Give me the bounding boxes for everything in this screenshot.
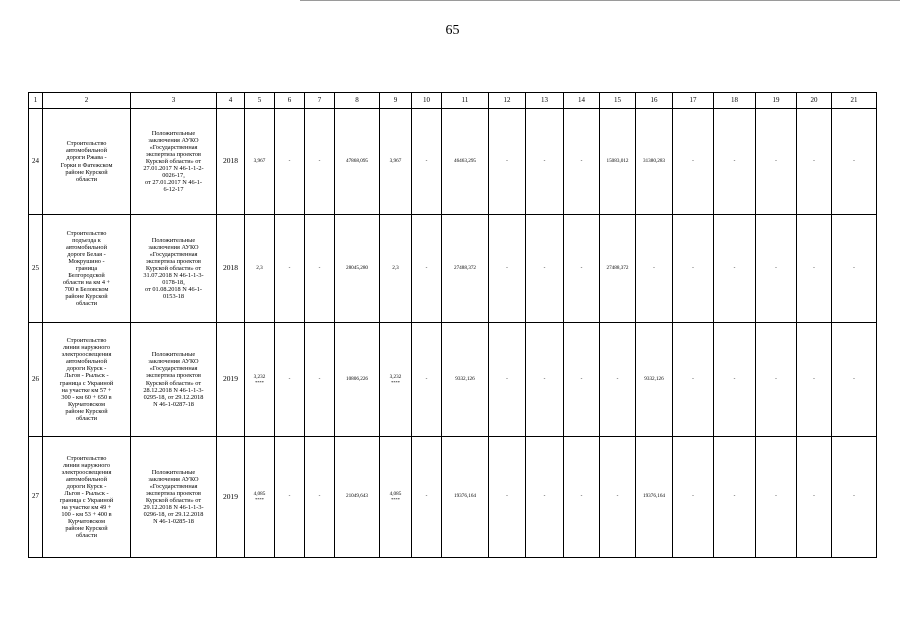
value-cell	[412, 215, 442, 323]
footnote-stars: ****	[391, 379, 400, 385]
capacity-cell-text: 2,3	[256, 264, 263, 271]
value-cell	[564, 437, 600, 558]
value-cell-text: -	[813, 375, 815, 382]
value-cell	[489, 323, 526, 437]
header-row	[29, 93, 877, 109]
value-cell-text: -	[616, 493, 619, 500]
object-name-cell	[43, 215, 131, 323]
capacity-cell-text: 2,3	[392, 264, 399, 271]
value-cell-text: -	[288, 157, 291, 164]
value-cell-text: -	[853, 264, 855, 271]
value-cell-text: 27488,372	[606, 264, 629, 271]
value-cell	[756, 109, 797, 215]
estimated-cost-cell	[335, 437, 380, 558]
value-cell	[489, 215, 526, 323]
value-cell-text: -	[425, 264, 428, 271]
capacity-cell-text: 4,085	[253, 491, 266, 498]
value-cell	[442, 109, 489, 215]
capacity-cell	[245, 323, 275, 437]
capacity-cell-text: 4,085	[389, 491, 402, 498]
value-cell-text: 15083,012	[606, 157, 629, 164]
value-cell-text: 46463,295	[453, 157, 477, 164]
column-header: 12	[489, 93, 526, 109]
capacity-cell-text: 3,967	[389, 157, 402, 164]
value-cell	[526, 215, 564, 323]
capacity-cell	[245, 215, 275, 323]
value-cell	[275, 323, 305, 437]
table-row	[29, 323, 877, 437]
expertise-conclusion-cell-text: Положительные заключения АУКО «Государственная экспертиза проектов Курской области» от 31.07.2018 N 46-1-1-3- 0178-18, от 01.08.2018 N 46-1- 0153-18	[143, 236, 204, 301]
value-cell-text: -	[580, 375, 583, 382]
object-name-cell	[43, 323, 131, 437]
value-cell	[412, 323, 442, 437]
object-name-cell-text: Строительство подъезда к автомобильной дороге Белая - Мокрушино - граница Белгородской области на км 4 + 700 в Беловском районе Курской области	[62, 229, 111, 308]
row-number-cell-text: 24	[32, 156, 39, 165]
value-cell-text: -	[775, 375, 777, 382]
value-cell	[564, 323, 600, 437]
row-number-cell	[29, 215, 43, 323]
value-cell-text: -	[775, 264, 777, 271]
value-cell	[412, 109, 442, 215]
value-cell-text: -	[318, 375, 321, 382]
object-name-cell-text: Строительство автомобильной дороги Ржава - Горки в Фатежском районе Курской области	[60, 140, 113, 183]
expertise-conclusion-cell	[131, 323, 217, 437]
year-cell	[217, 109, 245, 215]
value-cell	[442, 437, 489, 558]
value-cell-text: -	[692, 375, 694, 382]
value-cell-text: -	[580, 264, 583, 271]
capacity-cell	[380, 109, 412, 215]
value-cell	[489, 437, 526, 558]
value-cell-text: -	[692, 493, 694, 500]
table-body	[29, 109, 877, 558]
value-cell	[832, 437, 877, 558]
estimated-cost-cell-text: 10806,226	[345, 375, 369, 382]
value-cell	[636, 323, 673, 437]
value-cell	[526, 437, 564, 558]
estimated-cost-cell-text: 28045,280	[345, 264, 369, 271]
value-cell-text: -	[580, 493, 583, 500]
value-cell-text: -	[318, 264, 321, 271]
value-cell-text: -	[733, 264, 736, 271]
value-cell	[526, 109, 564, 215]
value-cell-text: -	[318, 493, 321, 500]
expertise-conclusion-cell-text: Положительные заключения АУКО «Государственная экспертиза проектов Курской области» от 28.12.2018 N 46-1-1-3- 0295-18, от 29.12.2018 N 46-1-0287-18	[143, 351, 204, 408]
capacity-cell	[245, 109, 275, 215]
object-name-cell-text: Строительство линии наружного электроосвещения автомобильной дороги Курск - Льгов - Рыльск - граница с Украиной на участке км 57 + 300 - км 60 + 650 в Курчатовском районе Курской области	[59, 337, 114, 422]
value-cell	[564, 215, 600, 323]
year-cell	[217, 437, 245, 558]
value-cell-text: -	[692, 157, 694, 164]
value-cell-text: -	[853, 493, 855, 500]
column-header: 14	[564, 93, 600, 109]
value-cell	[714, 109, 756, 215]
footnote-stars: ****	[255, 379, 264, 385]
value-cell-text: -	[692, 264, 694, 271]
capacity-cell-text: 3,232	[389, 373, 402, 380]
value-cell	[412, 437, 442, 558]
value-cell-text: -	[543, 493, 546, 500]
object-name-cell	[43, 109, 131, 215]
value-cell	[797, 215, 832, 323]
year-cell-text: 2018	[223, 156, 238, 166]
value-cell	[564, 109, 600, 215]
expertise-conclusion-cell	[131, 109, 217, 215]
value-cell-text: 31380,283	[642, 157, 666, 164]
value-cell	[832, 109, 877, 215]
value-cell	[714, 437, 756, 558]
value-cell-text: -	[775, 493, 777, 500]
capacity-cell	[245, 437, 275, 558]
table-row	[29, 437, 877, 558]
row-number-cell-text: 26	[32, 374, 39, 383]
value-cell	[714, 323, 756, 437]
value-cell-text: 19376,164	[453, 493, 477, 500]
value-cell	[714, 215, 756, 323]
value-cell	[636, 437, 673, 558]
row-number-cell-text: 25	[32, 263, 39, 272]
value-cell	[832, 215, 877, 323]
value-cell	[600, 109, 636, 215]
value-cell	[275, 215, 305, 323]
row-number-cell	[29, 109, 43, 215]
row-number-cell	[29, 437, 43, 558]
column-header: 20	[797, 93, 832, 109]
estimated-cost-cell	[335, 323, 380, 437]
value-cell	[526, 323, 564, 437]
column-header: 4	[217, 93, 245, 109]
value-cell-text: 9332,126	[644, 375, 664, 382]
year-cell-text: 2018	[223, 263, 238, 273]
expertise-conclusion-cell-text: Положительные заключения АУКО «Государственная экспертиза проектов Курской области» от 29.12.2018 N 46-1-1-3- 0296-18, от 29.12.2018 N 46-1-0285-18	[143, 468, 204, 526]
column-header: 1	[29, 93, 43, 109]
estimated-cost-cell-text: 21049,643	[345, 493, 369, 500]
year-cell-text: 2019	[223, 491, 238, 501]
column-header: 2	[43, 93, 131, 109]
estimated-cost-cell	[335, 109, 380, 215]
value-cell-text: -	[318, 157, 321, 164]
estimated-cost-cell	[335, 215, 380, 323]
value-cell	[636, 215, 673, 323]
value-cell	[673, 109, 714, 215]
year-cell-text: 2019	[223, 374, 238, 384]
value-cell	[600, 215, 636, 323]
value-cell	[305, 109, 335, 215]
table-row	[29, 215, 877, 323]
year-cell	[217, 215, 245, 323]
value-cell	[600, 437, 636, 558]
capacity-cell	[380, 215, 412, 323]
value-cell	[442, 323, 489, 437]
value-cell	[275, 437, 305, 558]
value-cell-text: -	[288, 493, 291, 500]
value-cell-text: -	[543, 157, 546, 164]
expertise-conclusion-cell	[131, 215, 217, 323]
value-cell-text: 9332,126	[455, 375, 475, 382]
value-cell-text: 27488,372	[453, 264, 477, 271]
value-cell-text: -	[853, 375, 855, 382]
value-cell	[673, 437, 714, 558]
capacity-cell	[380, 323, 412, 437]
value-cell	[489, 109, 526, 215]
value-cell-text: -	[288, 264, 291, 271]
value-cell-text: -	[580, 157, 583, 164]
value-cell-text: -	[733, 375, 736, 382]
value-cell-text: -	[653, 264, 655, 271]
column-header: 7	[305, 93, 335, 109]
value-cell-text: -	[506, 493, 508, 500]
value-cell	[305, 215, 335, 323]
value-cell-text: -	[543, 264, 546, 271]
column-header: 3	[131, 93, 217, 109]
value-cell	[756, 323, 797, 437]
column-header: 15	[600, 93, 636, 109]
value-cell	[673, 323, 714, 437]
page-number: 65	[445, 23, 460, 38]
value-cell	[275, 109, 305, 215]
column-header: 9	[380, 93, 412, 109]
value-cell	[305, 437, 335, 558]
value-cell-text: -	[813, 157, 815, 164]
value-cell	[673, 215, 714, 323]
value-cell-text: -	[288, 375, 291, 382]
value-cell-text: -	[775, 157, 777, 164]
table-row	[29, 109, 877, 215]
estimated-cost-cell-text: 47868,095	[345, 157, 369, 164]
column-header: 17	[673, 93, 714, 109]
value-cell	[305, 323, 335, 437]
object-name-cell	[43, 437, 131, 558]
value-cell-text: -	[813, 493, 815, 500]
column-header: 5	[245, 93, 275, 109]
column-header: 8	[335, 93, 380, 109]
value-cell-text: -	[733, 157, 736, 164]
value-cell-text: -	[543, 375, 546, 382]
value-cell	[756, 437, 797, 558]
value-cell	[797, 323, 832, 437]
value-cell	[797, 109, 832, 215]
column-header: 18	[714, 93, 756, 109]
value-cell-text: -	[506, 157, 508, 164]
value-cell-text: -	[853, 157, 855, 164]
capacity-cell-text: 3,232	[253, 373, 266, 380]
value-cell	[442, 215, 489, 323]
column-header: 10	[412, 93, 442, 109]
value-cell-text: -	[616, 375, 619, 382]
value-cell-text: -	[813, 264, 815, 271]
top-edge-line	[300, 0, 900, 1]
footnote-stars: ****	[391, 497, 400, 503]
column-header: 6	[275, 93, 305, 109]
expertise-conclusion-cell-text: Положительные заключения АУКО «Государственная экспертиза проектов Курской области» от 27.01.2017 N 46-1-1-2- 0026-17, от 27.01.2017 N 46-1- 6-12-17	[143, 129, 204, 194]
column-header: 16	[636, 93, 673, 109]
column-header: 19	[756, 93, 797, 109]
expertise-conclusion-cell	[131, 437, 217, 558]
column-header: 13	[526, 93, 564, 109]
column-header: 21	[832, 93, 877, 109]
value-cell-text: -	[425, 157, 428, 164]
value-cell-text: 19376,164	[642, 493, 666, 500]
row-number-cell	[29, 323, 43, 437]
value-cell-text: -	[425, 375, 428, 382]
value-cell-text: -	[425, 493, 428, 500]
footnote-stars: ****	[255, 497, 264, 503]
value-cell-text: -	[733, 493, 736, 500]
value-cell-text: -	[506, 264, 508, 271]
row-number-cell-text: 27	[32, 492, 39, 501]
capacity-cell-text: 3,967	[253, 157, 266, 164]
value-cell	[756, 215, 797, 323]
value-cell	[832, 323, 877, 437]
capacity-cell	[380, 437, 412, 558]
value-cell	[636, 109, 673, 215]
column-header: 11	[442, 93, 489, 109]
year-cell	[217, 323, 245, 437]
value-cell	[600, 323, 636, 437]
value-cell	[797, 437, 832, 558]
investment-table	[28, 92, 877, 558]
object-name-cell-text: Строительство линии наружного электроосвещения автомобильной дороги Курск - Льгов - Рыльск - граница с Украиной на участке км 49 + 100 - км 53 + 400 в Курчатовском районе Курской области	[59, 454, 114, 540]
value-cell-text: -	[506, 375, 508, 382]
